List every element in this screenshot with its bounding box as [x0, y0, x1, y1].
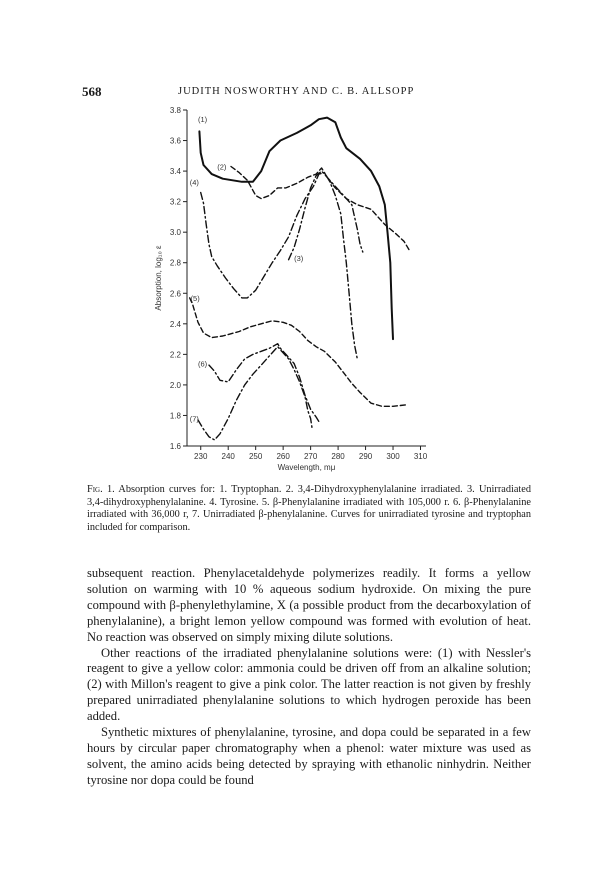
curve-5	[190, 298, 407, 406]
page-number: 568	[82, 84, 102, 99]
figure-caption	[87, 484, 531, 534]
body-text	[87, 566, 531, 789]
curve-label-6: (6)	[197, 359, 208, 369]
curve-label-5: (5)	[190, 293, 200, 303]
caption-label: Fig. 1.	[87, 484, 115, 495]
x-tick-label: 230	[194, 452, 208, 461]
curve-2	[231, 167, 410, 251]
y-tick-label: 2.2	[169, 350, 181, 360]
curve-4	[201, 173, 358, 359]
curve-7	[198, 347, 312, 440]
body-paragraph-2: Other reactions of the irradiated phenylalanine solutions were: (1) with Nessler's reagent to give a yellow color: ammonia could be driven off from an alkaline solution; (2) with Millon's reagent to give a pink color. The latter reaction is not given by freshly prepared unirradiated phenylalanine solutions to which hydrogen peroxide has been added.	[87, 645, 531, 724]
y-tick-label: 3.4	[169, 167, 181, 177]
x-tick-label: 260	[276, 452, 290, 461]
y-tick-label: 2.6	[169, 289, 181, 299]
x-tick-label: 280	[331, 452, 345, 461]
y-axis-label: Absorption, log₁₀ ε	[154, 245, 163, 311]
x-tick-label: 290	[358, 452, 373, 461]
y-tick-label: 3.0	[169, 228, 181, 238]
curve-3	[289, 171, 363, 260]
x-tick-label: 300	[386, 452, 400, 461]
curve-label-4: (4)	[189, 177, 199, 187]
x-axis-label: Wavelength, mμ	[277, 463, 336, 472]
body-paragraph-3: Synthetic mixtures of phenylalanine, tyrosine, and dopa could be separated in a few hours by circular paper chromatography when a phenol: water mixture was used as solvent, the amino acids being detected by spraying with ethanolic ninhydrin. Neither tyrosine nor dopa could be found	[87, 725, 531, 787]
curve-label-2: (2)	[217, 162, 227, 172]
y-tick-label: 3.2	[169, 197, 181, 207]
curve-label-1: (1)	[197, 115, 208, 125]
running-head: JUDITH NOSWORTHY AND C. B. ALLSOPP	[178, 86, 415, 97]
y-tick-label: 3.6	[169, 136, 181, 146]
x-tick-label: 310	[413, 452, 428, 461]
x-tick-label: 240	[221, 452, 235, 461]
x-tick-label: 270	[303, 452, 318, 461]
y-tick-label: 2.8	[169, 258, 181, 268]
caption-text: Absorption curves for: 1. Tryptophan. 2. 3,4-Dihydroxyphenylalanine irradiated. 3. Unirradiated 3,4-dihydroxyphenylalanine. 4. Tyrosine. 5. β-Phenylalanine irradiated with 105,000 r. 6. β-Phenylalanine irradiated with 36,000 r, 7. Unirradiated β-phenylalanine. Curves for unirradiated tyrosine and tryptophan included for comparison.	[87, 484, 531, 533]
y-tick-label: 2.4	[169, 319, 181, 329]
curve-6	[209, 344, 319, 422]
body-paragraph-1: subsequent reaction. Phenylacetaldehyde polymerizes readily. It forms a yellow solution on warming with 10 % aqueous sodium hydroxide. On mixing the pure compound with β-phenylethylamine, X (a possible product from the decarboxylation of phenylalanine), a bright lemon yellow compound was formed with evolution of heat. No reaction was observed on simply mixing dilute solutions.	[87, 566, 531, 644]
curve-1	[199, 118, 393, 340]
curve-label-3: (3)	[294, 254, 304, 264]
y-tick-label: 2.0	[169, 380, 181, 390]
x-tick-label: 250	[248, 452, 263, 461]
y-tick-label: 3.8	[169, 106, 181, 115]
y-tick-label: 1.8	[169, 411, 181, 421]
curve-label-7: (7)	[189, 414, 199, 424]
chart-curve-labels	[190, 115, 304, 423]
y-tick-label: 1.6	[169, 442, 181, 451]
